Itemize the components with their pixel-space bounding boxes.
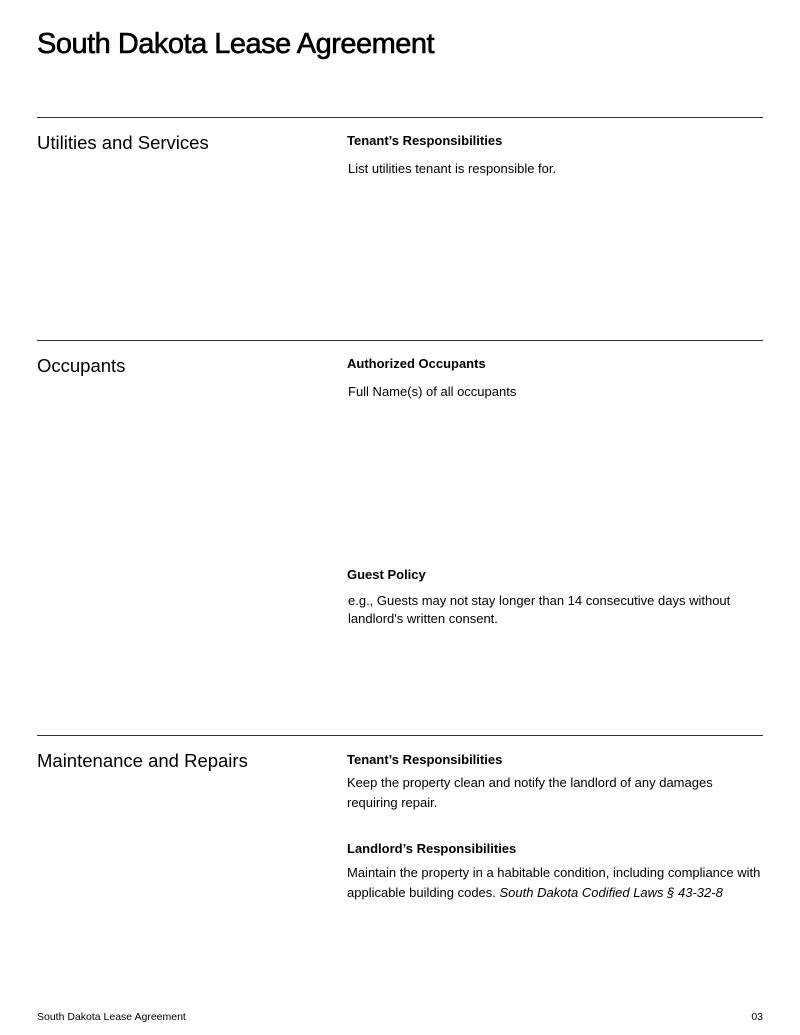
tenant-responsibilities-text: Keep the property clean and notify the landlord of any damages requiring repair. — [347, 775, 713, 810]
authorized-occupants-field[interactable] — [344, 381, 772, 555]
landlord-responsibilities-label: Landlord’s Responsibilities — [347, 841, 517, 856]
footer-title: South Dakota Lease Agreement — [37, 1011, 186, 1023]
guest-policy-label: Guest Policy — [347, 567, 426, 582]
section-title-maintenance: Maintenance and Repairs — [37, 750, 248, 771]
tenant-responsibilities-label: Tenant’s Responsibilities — [347, 133, 503, 148]
landlord-text: Maintain the property in a habitable condition, including compliance with applicable building codes. — [347, 865, 761, 900]
divider — [37, 117, 763, 118]
legal-citation: South Dakota Codified Laws § 43-32-8 — [499, 885, 723, 900]
section-title-utilities: Utilities and Services — [37, 132, 209, 153]
divider — [37, 735, 763, 736]
tenant-responsibilities-label: Tenant’s Responsibilities — [347, 752, 503, 767]
landlord-responsibilities-text — [347, 863, 767, 903]
authorized-occupants-label: Authorized Occupants — [347, 356, 486, 371]
page-title: South Dakota Lease Agreement — [37, 28, 435, 60]
divider — [37, 340, 763, 341]
page-number: 03 — [751, 1011, 763, 1023]
utilities-tenant-field[interactable] — [344, 158, 772, 322]
section-title-occupants: Occupants — [37, 355, 126, 376]
guest-policy-field[interactable] — [344, 590, 752, 704]
